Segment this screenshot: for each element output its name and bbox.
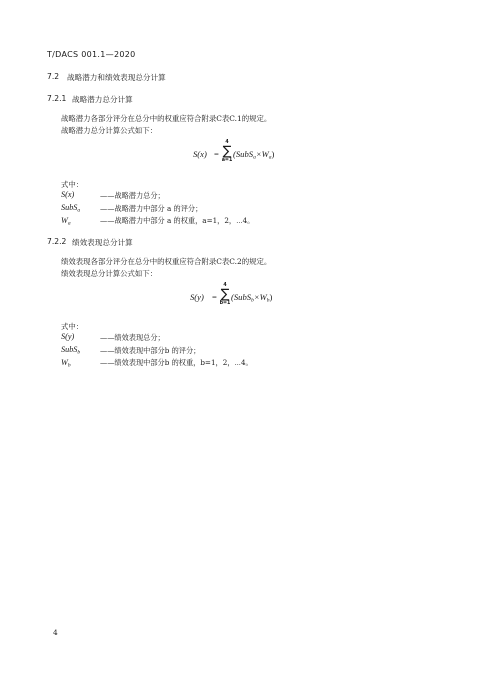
def-2-symbol-sy: S(y): [61, 332, 75, 341]
section-7-2-1-paragraph-weights: 战略潜力各部分评分在总分中的权重应符合附录C表C.1的规定。: [61, 114, 272, 123]
def-1-symbol-wa: $W_a$: [61, 216, 71, 227]
formula-1-equals: =: [214, 149, 219, 159]
section-7-2-title: 战略潜力和绩效表现总分计算: [67, 73, 166, 82]
section-7-2-1-number: 7.2.1: [47, 94, 67, 103]
section-7-2-2-number: 7.2.2: [47, 237, 67, 246]
section-7-2-1-paragraph-formula-intro: 战略潜力总分计算公式如下：: [61, 126, 158, 135]
section-7-2-2-title: 绩效表现总分计算: [72, 238, 133, 247]
section-7-2-2-paragraph-weights: 绩效表现各部分评分在总分中的权重应符合附录C表C.2的规定。: [61, 257, 272, 266]
section-7-2-1-where-label: 式中：: [61, 180, 84, 189]
section-7-2-1-title: 战略潜力总分计算: [72, 95, 133, 104]
formula-2-equals: =: [212, 292, 217, 302]
def-2-text-wb: ——绩效表现中部分b 的权重，b=1，2，⋯4。: [100, 358, 253, 367]
section-7-2-2-paragraph-formula-intro: 绩效表现总分计算公式如下：: [61, 269, 158, 278]
def-1-text-subsa: ——战略潜力中部分 a 的评分；: [100, 204, 203, 213]
def-2-symbol-subsb: SubS$_b$: [61, 345, 81, 356]
section-7-2-2-where-label: 式中：: [61, 322, 84, 331]
formula-2-lhs: S(y): [190, 292, 204, 302]
formula-2-sum-upper: 4: [223, 283, 227, 288]
def-1-text-sx: ——战略潜力总分；: [100, 191, 165, 200]
formula-1-sum-lower: a=1: [221, 158, 233, 163]
sigma-icon: ∑: [220, 287, 230, 302]
def-1-symbol-subsa: SubS$_a$: [61, 203, 81, 214]
formula-1-sum-upper: 4: [225, 140, 229, 145]
def-1-symbol-sx: S(x): [61, 190, 75, 199]
def-2-text-subsb: ——绩效表现中部分b 的评分；: [100, 346, 201, 355]
formula-2-sum-lower: b=1: [219, 301, 231, 306]
def-2-text-sy: ——绩效表现总分；: [100, 333, 165, 342]
def-1-text-wa: ——战略潜力中部分 a 的权重，a=1，2，⋯4。: [100, 216, 255, 225]
section-7-2-number: 7.2: [47, 72, 60, 81]
formula-1-lhs: S(x): [193, 149, 207, 159]
sigma-icon: ∑: [222, 144, 232, 159]
def-2-symbol-wb: $W_b$: [61, 358, 71, 369]
document-code: T/DACS 001.1—2020: [47, 50, 136, 59]
page-number: 4: [53, 628, 58, 637]
formula-1-body: $(SubS_a\times W_a)$: [233, 149, 275, 161]
formula-2-body: $(SubS_b\times W_b)$: [231, 292, 273, 304]
